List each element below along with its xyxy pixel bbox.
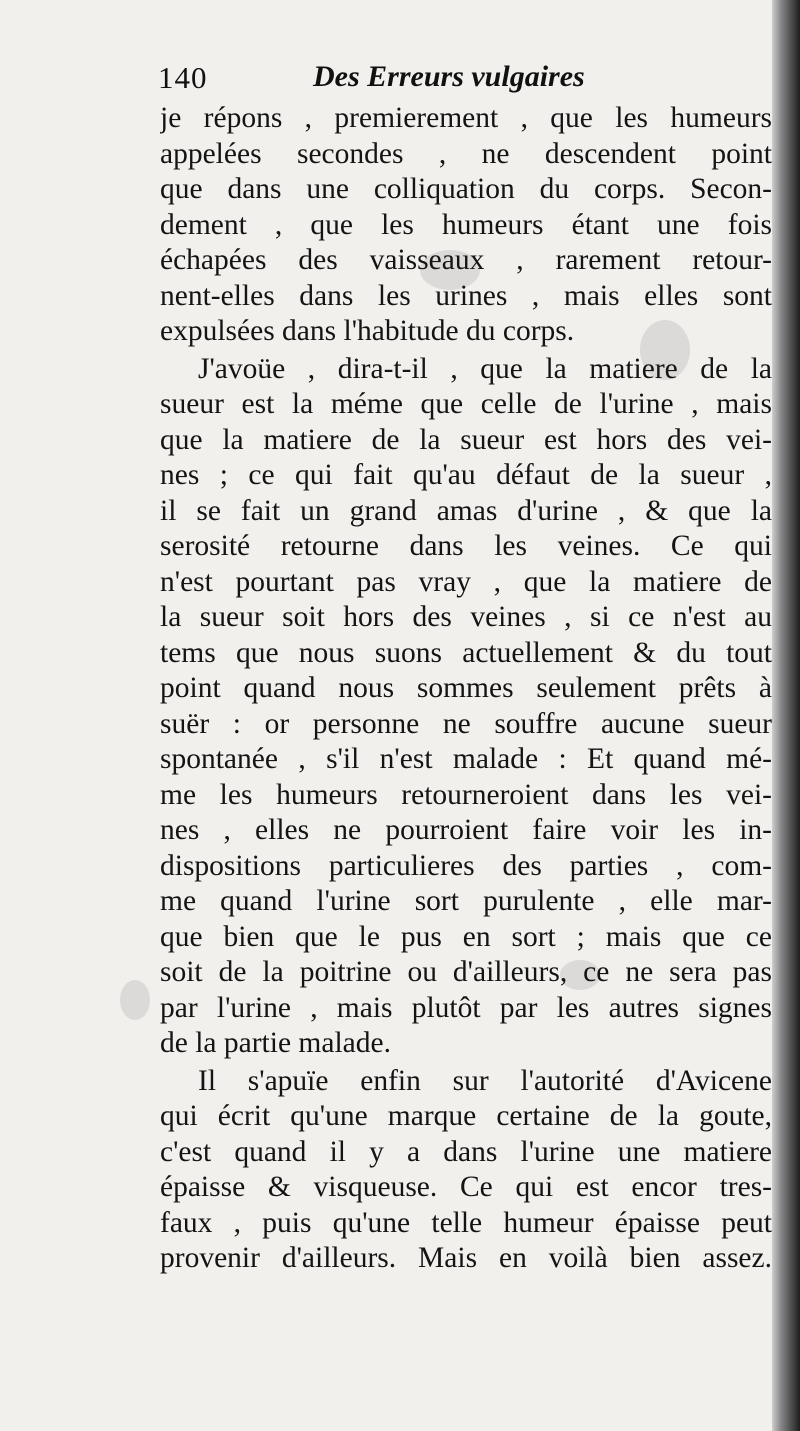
text-line: me quand l'urine sort purulente , elle mar- [160, 885, 772, 917]
text-line: échapées des vaisseaux , rarement retour- [160, 244, 772, 276]
text-line: que dans une colliquation du corps. Secon- [160, 173, 772, 205]
text-line: que bien que le pus en sort ; mais que ce [160, 920, 772, 953]
text-line: expulsées dans l'habitude du corps. [160, 315, 575, 347]
running-title: Des Erreurs vulgaires [313, 60, 585, 93]
text-line: dement , que les humeurs étant une fois [160, 208, 772, 241]
text-line: serosité retourne dans les veines. Ce qui [160, 530, 772, 562]
text-line: de la partie malade. [160, 1027, 391, 1059]
paragraph-start-line: Il s'apuïe enfin sur l'autorité d'Avicene [198, 1064, 772, 1097]
text-line: sueur est la méme que celle de l'urine , mais [160, 388, 772, 420]
text-line: nent-elles dans les urines , mais elles sont [160, 279, 772, 312]
text-line: que la matiere de la sueur est hors des vei- [160, 423, 772, 456]
text-line: il se fait un grand amas d'urine , & que la [160, 494, 772, 527]
text-line: épaisse & visqueuse. Ce qui est encor tres- [160, 1171, 772, 1203]
text-line: dispositions particulieres des parties , com- [160, 849, 772, 882]
paragraph-start-line: J'avoüe , dira-t-il , que la matiere de la [198, 352, 772, 385]
body-text [160, 101, 772, 1277]
page-gutter-shadow [772, 0, 800, 1431]
text-line: par l'urine , mais plutôt par les autres signes [160, 991, 772, 1024]
text-line: appelées secondes , ne descendent point [160, 137, 772, 170]
text-line: tems que nous suons actuellement & du tout [160, 636, 772, 669]
text-line: spontanée , s'il n'est malade : Et quand mé- [160, 743, 772, 775]
text-line: me les humeurs retourneroient dans les vei- [160, 778, 772, 811]
page-number: 140 [158, 60, 208, 95]
text-line: je répons , premierement , que les humeurs [160, 102, 772, 134]
text-line: c'est quand il y a dans l'urine une matiere [160, 1135, 772, 1168]
text-line: soit de la poitrine ou d'ailleurs, ce ne sera pas [160, 956, 772, 988]
text-line: faux , puis qu'une telle humeur épaisse peut [160, 1206, 772, 1239]
text-line: provenir d'ailleurs. Mais en voilà bien assez. [160, 1242, 772, 1274]
text-line: nes ; ce qui fait qu'au défaut de la sueur , [160, 459, 772, 491]
page-header [158, 60, 658, 104]
text-line: la sueur soit hors des veines , si ce n'est au [160, 601, 772, 633]
text-line: qui écrit qu'une marque certaine de la goute, [160, 1100, 772, 1132]
text-line: point quand nous sommes seulement prêts à [160, 672, 772, 704]
paper-stain [120, 980, 150, 1020]
text-line: n'est pourtant pas vray , que la matiere de [160, 565, 772, 598]
text-line: suër : or personne ne souffre aucune sueur [160, 707, 772, 740]
text-line: nes , elles ne pourroient faire voir les in- [160, 814, 772, 846]
